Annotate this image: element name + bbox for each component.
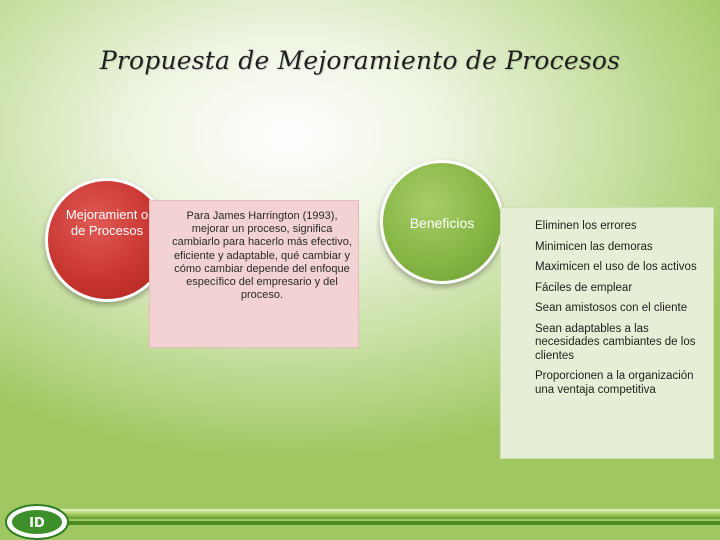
svg-text:ID: ID (29, 516, 45, 531)
footer-bar (60, 509, 720, 519)
benefit-item: Eliminen los errores (535, 220, 637, 232)
benefit-item: Sean adaptables a las necesidades cambiantes de los clientes (535, 322, 696, 362)
benefit-item: Sean amistosos con el cliente (535, 302, 688, 314)
benefit-item: Fáciles de emplear (535, 281, 633, 294)
benefit-item: Maximicen el uso de los activos (535, 261, 697, 273)
benefit-item: Proporcionen a la organización una ventaja competitiva (535, 370, 694, 396)
definition-text: Para James Harrington (1993), mejorar un proceso, significa cambiarlo para hacerlo más efectivo, eficiente y adaptable, qué cambiar y cómo cambiar depende del enfoque específico del empresario y del proceso. (172, 210, 352, 302)
definition-box (149, 200, 359, 348)
benefits-list (500, 207, 714, 459)
benefits-label: Beneficios (409, 215, 475, 231)
process-improvement-label: Mejoramient o de Procesos (65, 207, 149, 238)
benefit-item: Minimicen las demoras (535, 240, 653, 253)
slide-title: Propuesta de Mejoramiento de Procesos (99, 46, 621, 75)
benefits-circle (380, 160, 504, 284)
institution-logo-icon (2, 500, 72, 540)
footer-bar-dark (60, 521, 720, 525)
